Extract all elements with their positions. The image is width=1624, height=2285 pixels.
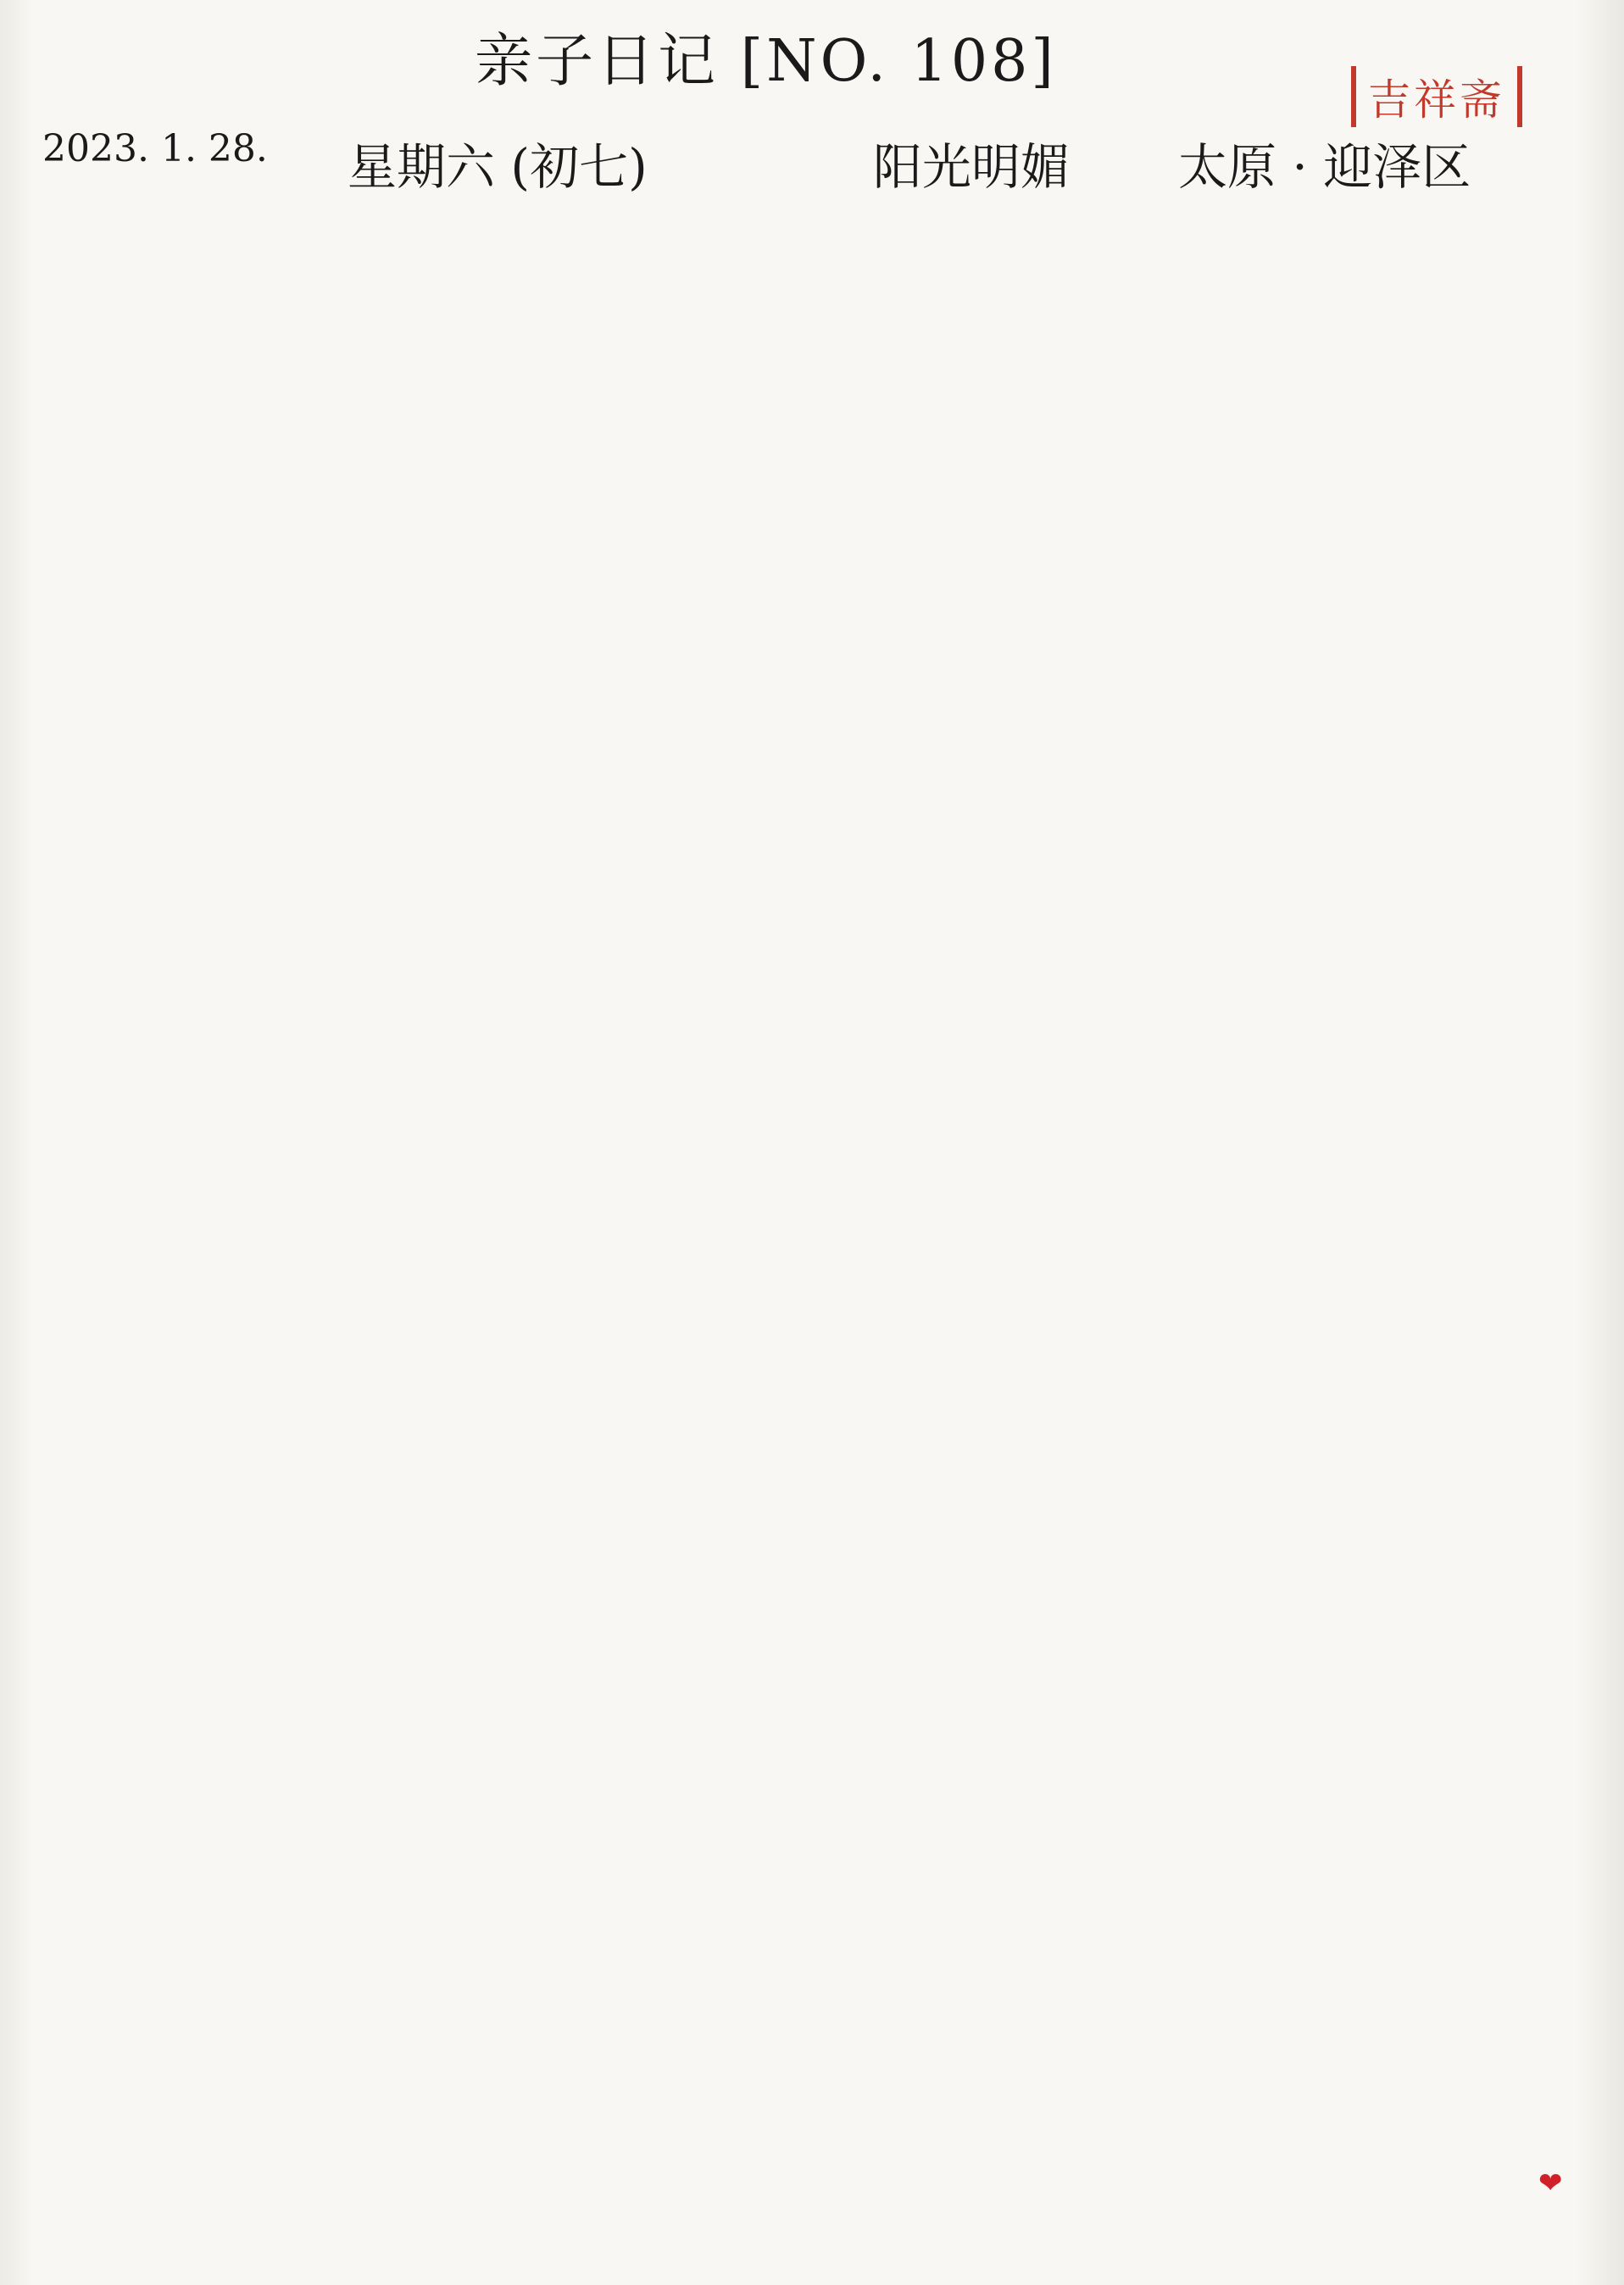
entry-date: 2023. 1. 28. — [42, 127, 268, 170]
entry-weather: 阳光明媚 — [873, 138, 1071, 196]
heart-icon: ❤ — [1538, 2166, 1563, 2200]
entry-location: 太原 · 迎泽区 — [1178, 138, 1471, 196]
brand-stamp: 吉祥斋 — [1351, 66, 1522, 127]
diary-header — [42, 127, 1585, 203]
diary-title: 亲子日记 [NO. 108] — [475, 28, 1057, 95]
entry-weekday: 星期六 (初七) — [348, 138, 648, 196]
